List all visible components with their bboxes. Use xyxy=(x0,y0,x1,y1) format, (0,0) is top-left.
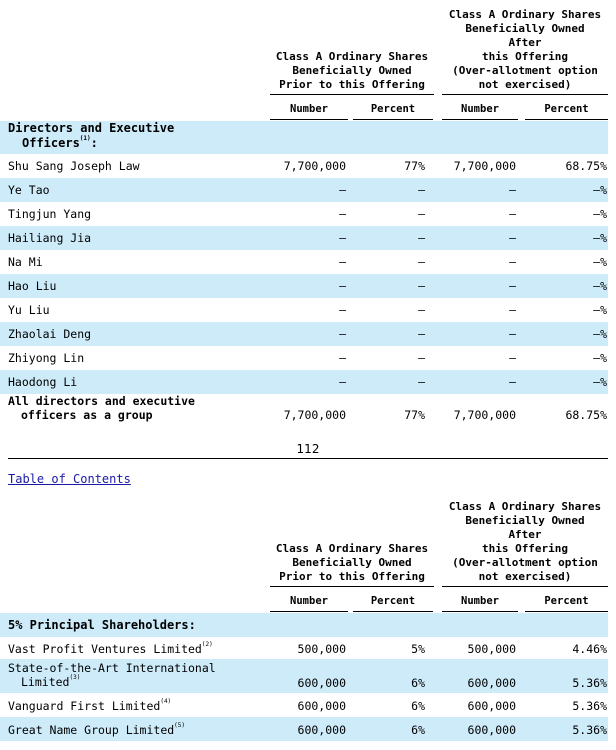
after-percent: —% xyxy=(593,375,607,389)
after-number: — xyxy=(509,279,516,293)
after-number: 600,000 xyxy=(467,676,516,690)
header-after-offering-2: Class A Ordinary Shares Beneficially Owned After this Offering (Over-allotment option not exercised) xyxy=(448,500,602,583)
prior-percent: — xyxy=(418,231,425,245)
after-percent: —% xyxy=(593,183,607,197)
director-name: Na Mi xyxy=(8,255,43,269)
after-percent: —% xyxy=(593,255,607,269)
prior-number: — xyxy=(339,183,346,197)
table-row-total xyxy=(0,394,608,428)
director-name: Zhaolai Deng xyxy=(8,327,92,341)
header-after-offering: Class A Ordinary Shares Beneficially Owned After this Offering (Over-allotment option not exercised) xyxy=(448,8,602,91)
table-row xyxy=(0,717,608,741)
prior-number: — xyxy=(339,231,346,245)
after-number: 600,000 xyxy=(467,699,516,713)
prior-percent: 6% xyxy=(411,699,425,713)
prior-percent: — xyxy=(418,255,425,269)
after-number: — xyxy=(509,255,516,269)
after-number: — xyxy=(509,231,516,245)
prior-number: 600,000 xyxy=(297,676,346,690)
page-divider xyxy=(8,458,608,459)
director-name: Zhiyong Lin xyxy=(8,351,85,365)
col-header-after-percent: Percent xyxy=(544,103,589,115)
prior-percent: 5% xyxy=(411,642,425,656)
table-row xyxy=(0,346,608,370)
table-header-top xyxy=(0,0,616,122)
after-number: — xyxy=(509,207,516,221)
table-row xyxy=(0,298,608,322)
prior-percent: 77% xyxy=(404,159,425,173)
prior-number: — xyxy=(339,303,346,317)
after-number: — xyxy=(509,375,516,389)
shareholder-name: Vast Profit Ventures Limited$^{(2)}$ xyxy=(8,641,213,656)
prior-number: 7,700,000 xyxy=(283,159,346,173)
shareholder-name: Vanguard First Limited$^{(4)}$ xyxy=(8,698,172,713)
col-header-prior-number-2: Number xyxy=(290,595,328,607)
director-name: Haodong Li xyxy=(8,375,78,389)
after-percent: —% xyxy=(593,231,607,245)
prior-percent: 6% xyxy=(411,723,425,737)
table-row xyxy=(0,274,608,298)
prior-number: — xyxy=(339,255,346,269)
after-percent: 4.46% xyxy=(572,642,607,656)
after-number: — xyxy=(509,327,516,341)
prior-percent: 6% xyxy=(411,676,425,690)
prior-number: 500,000 xyxy=(297,642,346,656)
col-header-after-number: Number xyxy=(461,103,499,115)
table-row xyxy=(0,693,608,717)
after-number: 600,000 xyxy=(467,723,516,737)
after-percent: —% xyxy=(593,327,607,341)
section-title-directors: Directors and Executive Officers$^{(1)}$: xyxy=(8,121,175,150)
total-prior-number: 7,700,000 xyxy=(283,408,346,422)
prior-percent: — xyxy=(418,207,425,221)
section-row-directors xyxy=(0,121,608,154)
after-percent: —% xyxy=(593,279,607,293)
col-header-prior-percent-2: Percent xyxy=(370,595,416,607)
prior-number: — xyxy=(339,207,346,221)
after-percent: 68.75% xyxy=(565,159,607,173)
table-row xyxy=(0,154,608,178)
prior-number: — xyxy=(339,375,346,389)
director-name: Hao Liu xyxy=(8,279,57,293)
section-row-principal xyxy=(0,613,608,637)
total-after-percent: 68.75% xyxy=(565,408,607,422)
after-percent: —% xyxy=(593,207,607,221)
after-number: 500,000 xyxy=(467,642,516,656)
col-header-after-number-2: Number xyxy=(461,595,499,607)
prior-number: — xyxy=(339,351,346,365)
after-number: — xyxy=(509,351,516,365)
total-prior-percent: 77% xyxy=(404,408,425,422)
after-number: — xyxy=(509,183,516,197)
total-after-number: 7,700,000 xyxy=(453,408,516,422)
table-row xyxy=(0,370,608,394)
director-name: Shu Sang Joseph Law xyxy=(8,159,140,173)
prior-number: — xyxy=(339,327,346,341)
col-header-after-percent-2: Percent xyxy=(544,595,589,607)
director-name: Hailiang Jia xyxy=(8,231,92,245)
col-header-prior-percent: Percent xyxy=(370,103,416,115)
table-row xyxy=(0,178,608,202)
col-header-prior-number: Number xyxy=(290,103,328,115)
after-number: 7,700,000 xyxy=(453,159,516,173)
prior-number: 600,000 xyxy=(297,699,346,713)
table-row xyxy=(0,250,608,274)
prior-percent: — xyxy=(418,351,425,365)
table-of-contents-link[interactable]: Table of Contents xyxy=(8,472,131,486)
shareholder-name: State-of-the-Art International Limited$^{(3)}$ xyxy=(8,661,216,689)
prior-number: 600,000 xyxy=(297,723,346,737)
prior-percent: — xyxy=(418,183,425,197)
after-percent: 5.36% xyxy=(572,699,607,713)
after-percent: —% xyxy=(593,303,607,317)
after-number: — xyxy=(509,303,516,317)
header-prior-offering: Class A Ordinary Shares Beneficially Owned Prior to this Offering xyxy=(275,50,429,91)
prior-percent: — xyxy=(418,375,425,389)
after-percent: 5.36% xyxy=(572,676,607,690)
prior-percent: — xyxy=(418,279,425,293)
section-title-principal: 5% Principal Shareholders: xyxy=(8,618,196,632)
table-row xyxy=(0,659,608,693)
after-percent: —% xyxy=(593,351,607,365)
header-prior-offering-2: Class A Ordinary Shares Beneficially Owned Prior to this Offering xyxy=(275,542,429,583)
page-number: 112 xyxy=(296,442,320,456)
table-row xyxy=(0,322,608,346)
after-percent: 5.36% xyxy=(572,723,607,737)
director-name: Ye Tao xyxy=(8,183,50,197)
table-row xyxy=(0,226,608,250)
prior-percent: — xyxy=(418,327,425,341)
director-name: Tingjun Yang xyxy=(8,207,92,221)
total-label: All directors and executive officers as a group xyxy=(8,394,195,422)
prior-number: — xyxy=(339,279,346,293)
table-header-bottom xyxy=(0,492,616,614)
table-row xyxy=(0,637,608,659)
shareholder-name: Great Name Group Limited$^{(5)}$ xyxy=(8,722,186,737)
prior-percent: — xyxy=(418,303,425,317)
table-row xyxy=(0,202,608,226)
director-name: Yu Liu xyxy=(8,303,50,317)
